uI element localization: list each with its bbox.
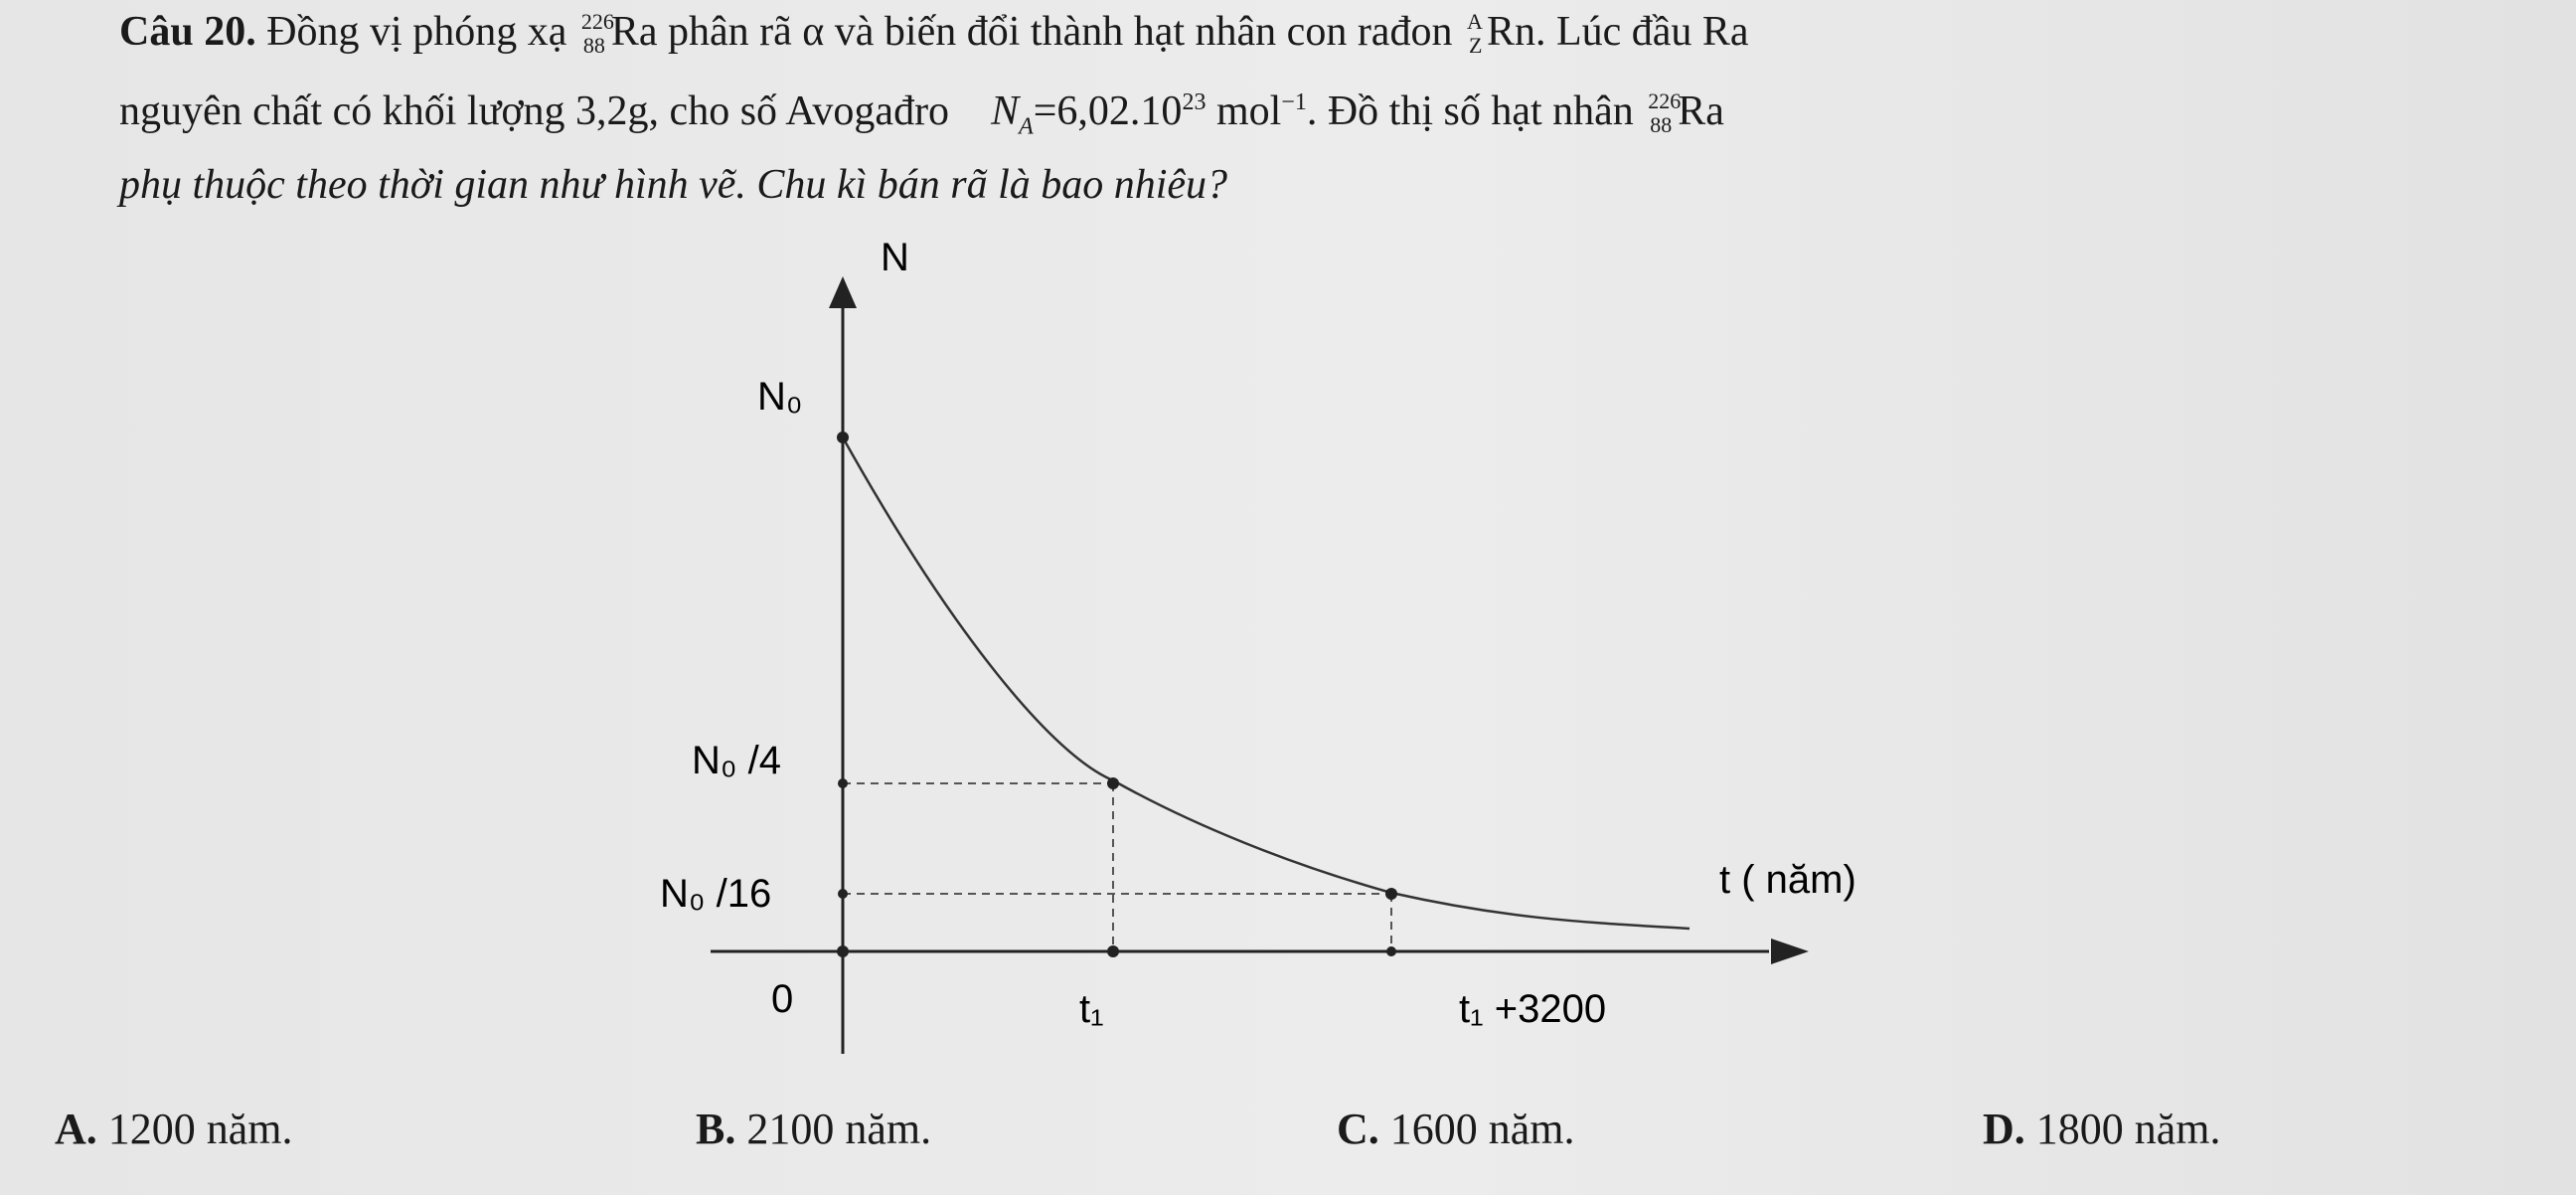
x-tick-t1-3200: t₁ +3200	[1459, 987, 1607, 1031]
option-text: 2100 năm.	[746, 1105, 932, 1153]
x-tick-t1: t₁	[1079, 987, 1104, 1031]
x-tick-origin: 0	[771, 977, 794, 1021]
question-line-3: phụ thuộc theo thời gian như hình vẽ. Chu kì bán rã là bao nhiêu?	[119, 162, 1228, 208]
avogadro-unit: mol	[1215, 88, 1282, 134]
point-t1	[1107, 777, 1119, 789]
option-key: D.	[1983, 1105, 2025, 1153]
rn-atomic-number: Z	[1468, 33, 1483, 58]
question-text: Lúc đầu Ra	[1555, 9, 1749, 55]
avogadro-subscript: A	[1019, 113, 1034, 140]
y-tick-n0-4: N₀ /4	[692, 739, 781, 782]
ra-mass-number: 226	[1648, 88, 1682, 113]
point-n0-4-axis	[838, 778, 848, 788]
point-n0	[837, 431, 849, 443]
option-text: 1200 năm.	[107, 1105, 293, 1153]
avogadro-symbol: N	[991, 88, 1020, 134]
option-b[interactable]	[696, 1104, 931, 1154]
point-n0-16-axis	[838, 889, 848, 899]
x-axis-label: t ( năm)	[1719, 858, 1856, 902]
option-c[interactable]	[1337, 1104, 1575, 1154]
rn-mass-number: A	[1466, 9, 1483, 34]
avogadro-unit-exponent: −1	[1281, 89, 1307, 115]
rn-symbol: Rn.	[1486, 9, 1546, 55]
question-text: nguyên chất có khối lượng 3,2g, cho số Avogađro	[119, 88, 950, 134]
y-tick-n0: N₀	[757, 375, 803, 419]
ra-atomic-number: 88	[1650, 112, 1673, 137]
ra-atomic-number: 88	[582, 33, 605, 58]
question-text: Đồng vị phóng xạ	[266, 9, 567, 55]
ra-mass-number: 226	[580, 9, 614, 34]
avogadro-value: =6,02.10	[1033, 88, 1183, 134]
ra-symbol: Ra	[1678, 88, 1724, 134]
point-t1-3200	[1385, 888, 1397, 900]
question-text: phân rã α và biến đổi thành hạt nhân con rađon	[668, 9, 1453, 55]
option-text: 1800 năm.	[2035, 1105, 2221, 1153]
y-axis-arrow	[829, 276, 857, 308]
point-t1-axis	[1107, 945, 1119, 957]
avogadro-exponent: 23	[1182, 89, 1207, 115]
option-d[interactable]	[1983, 1104, 2221, 1154]
y-axis-label: N	[881, 236, 909, 279]
option-text: 1600 năm.	[1389, 1105, 1575, 1153]
decay-curve	[843, 437, 1690, 929]
y-tick-n0-16: N₀ /16	[660, 872, 772, 916]
x-axis-arrow	[1771, 939, 1809, 964]
option-key: A.	[55, 1105, 97, 1153]
question-text: . Đồ thị số hạt nhân	[1306, 88, 1634, 134]
option-key: B.	[696, 1105, 736, 1153]
option-key: C.	[1337, 1105, 1379, 1153]
point-origin	[837, 945, 849, 957]
point-t1-3200-axis	[1386, 946, 1396, 956]
option-a[interactable]	[55, 1104, 293, 1154]
question-label: Câu 20.	[119, 9, 256, 55]
ra-symbol: Ra	[610, 9, 658, 55]
